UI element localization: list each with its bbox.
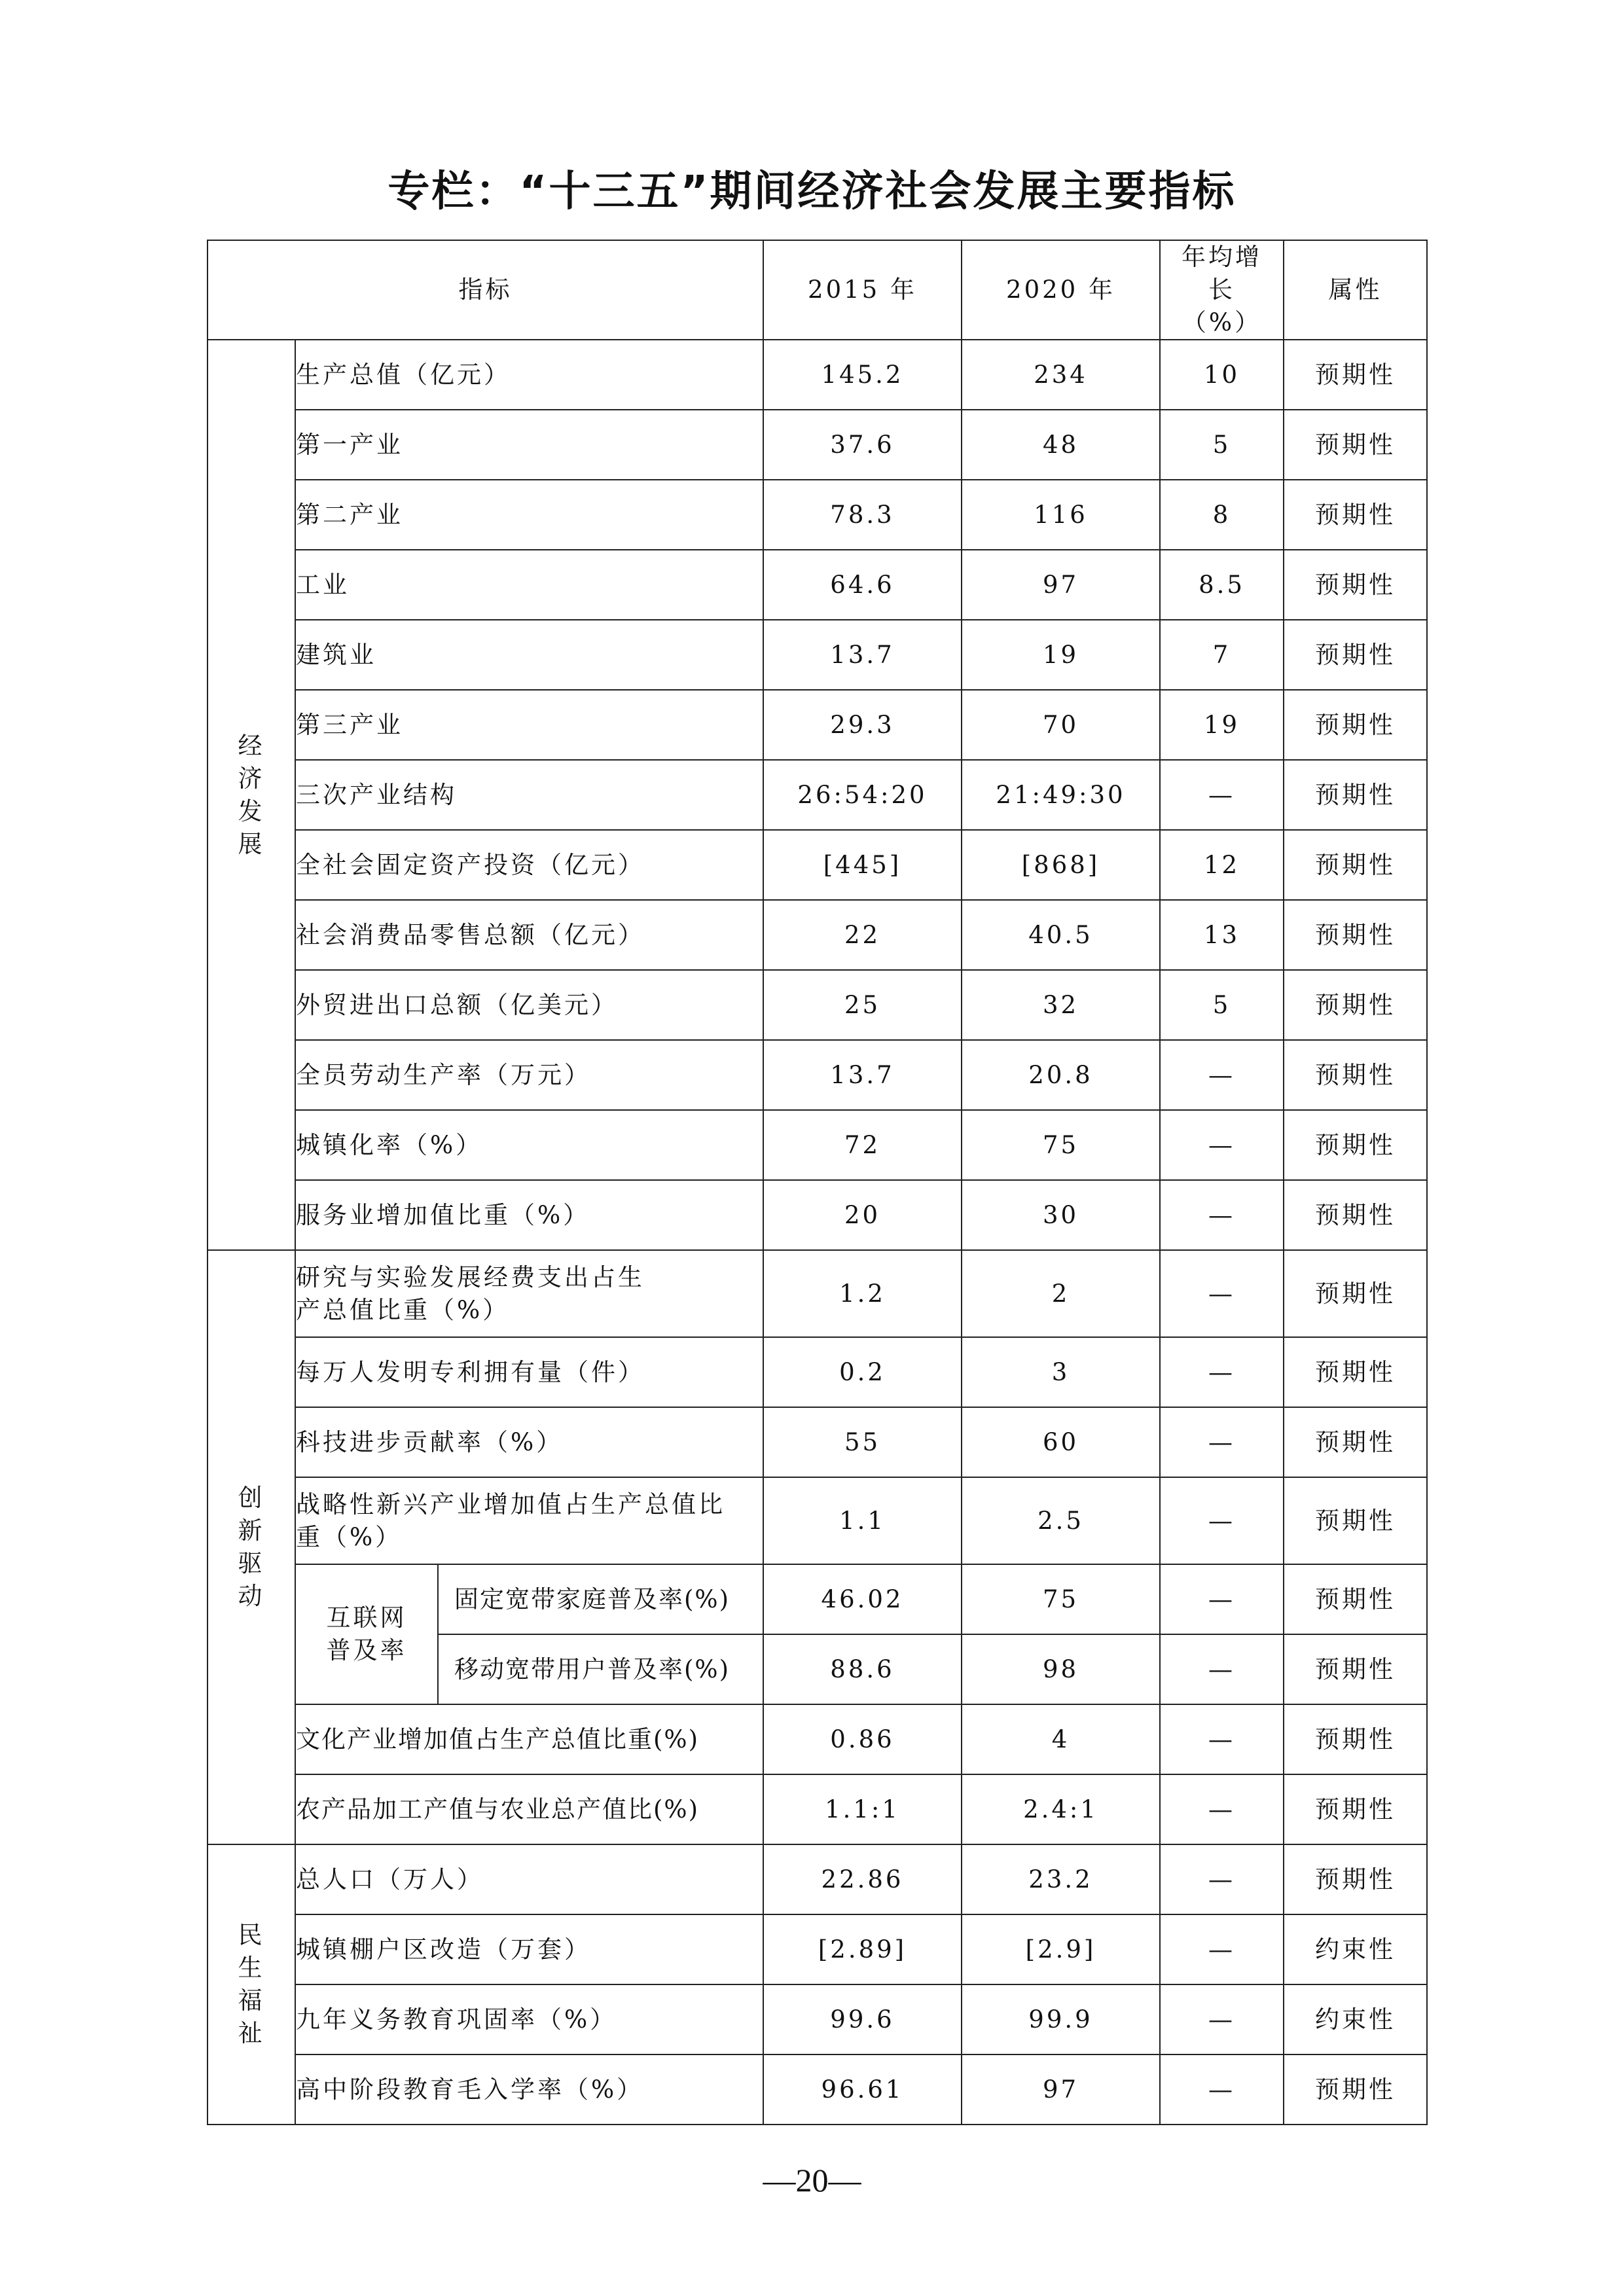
- value-2020: 97: [962, 550, 1160, 620]
- table-row: [208, 480, 1427, 550]
- page-number: —20—: [763, 2162, 861, 2198]
- growth-value: 13: [1160, 900, 1284, 970]
- value-2015: 99.6: [763, 1984, 962, 2054]
- growth-value: 8.5: [1160, 550, 1284, 620]
- growth-value: —: [1160, 1180, 1284, 1250]
- value-2020: 40.5: [962, 900, 1160, 970]
- table-row: [208, 2054, 1427, 2125]
- attribute-value: 预期性: [1284, 1844, 1427, 1914]
- growth-value: —: [1160, 1704, 1284, 1774]
- attribute-value: 预期性: [1284, 1704, 1427, 1774]
- value-2015: 46.02: [763, 1564, 962, 1634]
- table-row: [208, 1564, 1427, 1634]
- value-2015: 37.6: [763, 410, 962, 480]
- value-2015: 55: [763, 1407, 962, 1477]
- growth-value: —: [1160, 1250, 1284, 1337]
- indicator-name: 高中阶段教育毛入学率（%）: [295, 2054, 763, 2125]
- growth-value: 5: [1160, 970, 1284, 1040]
- value-2020: [2.9]: [962, 1914, 1160, 1984]
- indicator-name: 第三产业: [295, 690, 763, 760]
- indicator-name: 城镇棚户区改造（万套）: [295, 1914, 763, 1984]
- growth-value: —: [1160, 1564, 1284, 1634]
- value-2015: 145.2: [763, 340, 962, 410]
- table-row: [208, 1040, 1427, 1110]
- category-economy: 经济发展: [208, 340, 295, 1250]
- attribute-value: 预期性: [1284, 340, 1427, 410]
- table-row: [208, 1337, 1427, 1407]
- attribute-value: 约束性: [1284, 1914, 1427, 1984]
- growth-value: 5: [1160, 410, 1284, 480]
- value-2020: 3: [962, 1337, 1160, 1407]
- attribute-value: 预期性: [1284, 760, 1427, 830]
- value-2020: 2.5: [962, 1477, 1160, 1564]
- value-2015: 1.2: [763, 1250, 962, 1337]
- table-row: [208, 1477, 1427, 1564]
- table-row: [208, 900, 1427, 970]
- value-2015: 13.7: [763, 1040, 962, 1110]
- value-2020: 32: [962, 970, 1160, 1040]
- value-2015: 78.3: [763, 480, 962, 550]
- table-row: [208, 970, 1427, 1040]
- value-2020: 19: [962, 620, 1160, 690]
- attribute-value: 预期性: [1284, 1477, 1427, 1564]
- value-2020: 75: [962, 1564, 1160, 1634]
- growth-value: —: [1160, 1407, 1284, 1477]
- growth-value: 8: [1160, 480, 1284, 550]
- value-2020: 23.2: [962, 1844, 1160, 1914]
- value-2015: 29.3: [763, 690, 962, 760]
- attribute-value: 预期性: [1284, 2054, 1427, 2125]
- attribute-value: 预期性: [1284, 1634, 1427, 1704]
- indicator-name: 建筑业: [295, 620, 763, 690]
- growth-value: —: [1160, 760, 1284, 830]
- attribute-value: 预期性: [1284, 620, 1427, 690]
- indicator-name: 生产总值（亿元）: [295, 340, 763, 410]
- indicator-name: 工业: [295, 550, 763, 620]
- header-growth: 年均增长（%）: [1160, 240, 1284, 340]
- value-2020: 30: [962, 1180, 1160, 1250]
- value-2020: 2: [962, 1250, 1160, 1337]
- attribute-value: 预期性: [1284, 1180, 1427, 1250]
- indicator-name: 农产品加工产值与农业总产值比(%): [295, 1774, 763, 1844]
- indicator-name: 科技进步贡献率（%）: [295, 1407, 763, 1477]
- attribute-value: 约束性: [1284, 1984, 1427, 2054]
- indicator-name: 第一产业: [295, 410, 763, 480]
- indicator-name: 固定宽带家庭普及率(%): [438, 1564, 763, 1634]
- growth-value: —: [1160, 1634, 1284, 1704]
- table-row: [208, 1250, 1427, 1337]
- table-row: [208, 1914, 1427, 1984]
- indicators-table: [207, 240, 1428, 2125]
- attribute-value: 预期性: [1284, 970, 1427, 1040]
- value-2020: [868]: [962, 830, 1160, 900]
- attribute-value: 预期性: [1284, 1407, 1427, 1477]
- attribute-value: 预期性: [1284, 1250, 1427, 1337]
- growth-value: —: [1160, 1914, 1284, 1984]
- growth-value: 12: [1160, 830, 1284, 900]
- table-row: [208, 760, 1427, 830]
- table-row: [208, 1774, 1427, 1844]
- value-2015: 1.1:1: [763, 1774, 962, 1844]
- value-2015: [2.89]: [763, 1914, 962, 1984]
- header-indicator: 指标: [208, 240, 763, 340]
- table-row: [208, 1407, 1427, 1477]
- growth-value: 7: [1160, 620, 1284, 690]
- page-title: 专栏：“十三五”期间经济社会发展主要指标: [388, 168, 1236, 216]
- attribute-value: 预期性: [1284, 1337, 1427, 1407]
- value-2015: 64.6: [763, 550, 962, 620]
- table-row: [208, 690, 1427, 760]
- indicator-name: 每万人发明专利拥有量（件）: [295, 1337, 763, 1407]
- value-2015: 22.86: [763, 1844, 962, 1914]
- attribute-value: 预期性: [1284, 1110, 1427, 1180]
- indicator-name: 移动宽带用户普及率(%): [438, 1634, 763, 1704]
- indicator-name: 文化产业增加值占生产总值比重(%): [295, 1704, 763, 1774]
- attribute-value: 预期性: [1284, 550, 1427, 620]
- indicator-name: 战略性新兴产业增加值占生产总值比重（%）: [295, 1477, 763, 1564]
- header-2020: 2020 年: [962, 240, 1160, 340]
- table-row: [208, 830, 1427, 900]
- value-2015: 0.86: [763, 1704, 962, 1774]
- table-row: [208, 1844, 1427, 1914]
- value-2020: 99.9: [962, 1984, 1160, 2054]
- growth-value: —: [1160, 1337, 1284, 1407]
- indicator-name: 外贸进出口总额（亿美元）: [295, 970, 763, 1040]
- value-2020: 60: [962, 1407, 1160, 1477]
- value-2020: 234: [962, 340, 1160, 410]
- value-2015: 1.1: [763, 1477, 962, 1564]
- value-2020: 4: [962, 1704, 1160, 1774]
- growth-value: —: [1160, 1844, 1284, 1914]
- value-2015: 72: [763, 1110, 962, 1180]
- indicator-name: 总人口（万人）: [295, 1844, 763, 1914]
- value-2020: 2.4:1: [962, 1774, 1160, 1844]
- value-2015: [445]: [763, 830, 962, 900]
- indicator-name: 服务业增加值比重（%）: [295, 1180, 763, 1250]
- table-row: [208, 550, 1427, 620]
- table-row: [208, 1984, 1427, 2054]
- value-2020: 116: [962, 480, 1160, 550]
- value-2020: 21:49:30: [962, 760, 1160, 830]
- growth-value: 19: [1160, 690, 1284, 760]
- indicator-name: 研究与实验发展经费支出占生产总值比重（%）: [295, 1250, 763, 1337]
- indicator-name: 三次产业结构: [295, 760, 763, 830]
- table-row: [208, 620, 1427, 690]
- indicator-name: 全社会固定资产投资（亿元）: [295, 830, 763, 900]
- attribute-value: 预期性: [1284, 900, 1427, 970]
- value-2015: 13.7: [763, 620, 962, 690]
- header-attribute: 属性: [1284, 240, 1427, 340]
- growth-value: —: [1160, 1040, 1284, 1110]
- attribute-value: 预期性: [1284, 1774, 1427, 1844]
- indicator-name: 第二产业: [295, 480, 763, 550]
- value-2015: 20: [763, 1180, 962, 1250]
- value-2015: 22: [763, 900, 962, 970]
- growth-value: —: [1160, 1984, 1284, 2054]
- header-2015: 2015 年: [763, 240, 962, 340]
- growth-value: —: [1160, 1477, 1284, 1564]
- internet-penetration-group: 互联网普及率: [295, 1564, 438, 1704]
- attribute-value: 预期性: [1284, 830, 1427, 900]
- growth-value: —: [1160, 1110, 1284, 1180]
- value-2020: 75: [962, 1110, 1160, 1180]
- value-2020: 98: [962, 1634, 1160, 1704]
- attribute-value: 预期性: [1284, 1040, 1427, 1110]
- attribute-value: 预期性: [1284, 690, 1427, 760]
- indicator-name: 全员劳动生产率（万元）: [295, 1040, 763, 1110]
- value-2020: 48: [962, 410, 1160, 480]
- value-2015: 96.61: [763, 2054, 962, 2125]
- table-row: [208, 1110, 1427, 1180]
- growth-value: —: [1160, 2054, 1284, 2125]
- indicator-name: 九年义务教育巩固率（%）: [295, 1984, 763, 2054]
- growth-value: —: [1160, 1774, 1284, 1844]
- indicator-name: 社会消费品零售总额（亿元）: [295, 900, 763, 970]
- table-row: [208, 340, 1427, 410]
- attribute-value: 预期性: [1284, 410, 1427, 480]
- indicator-name: 城镇化率（%）: [295, 1110, 763, 1180]
- category-innovation: 创新驱动: [208, 1250, 295, 1844]
- table-row: [208, 1180, 1427, 1250]
- value-2015: 0.2: [763, 1337, 962, 1407]
- value-2020: 20.8: [962, 1040, 1160, 1110]
- value-2020: 70: [962, 690, 1160, 760]
- growth-value: 10: [1160, 340, 1284, 410]
- table-row: [208, 1704, 1427, 1774]
- value-2015: 25: [763, 970, 962, 1040]
- attribute-value: 预期性: [1284, 480, 1427, 550]
- value-2015: 88.6: [763, 1634, 962, 1704]
- value-2020: 97: [962, 2054, 1160, 2125]
- category-welfare: 民生福祉: [208, 1844, 295, 2125]
- attribute-value: 预期性: [1284, 1564, 1427, 1634]
- table-row: [208, 410, 1427, 480]
- table-header-row: [208, 240, 1427, 340]
- value-2015: 26:54:20: [763, 760, 962, 830]
